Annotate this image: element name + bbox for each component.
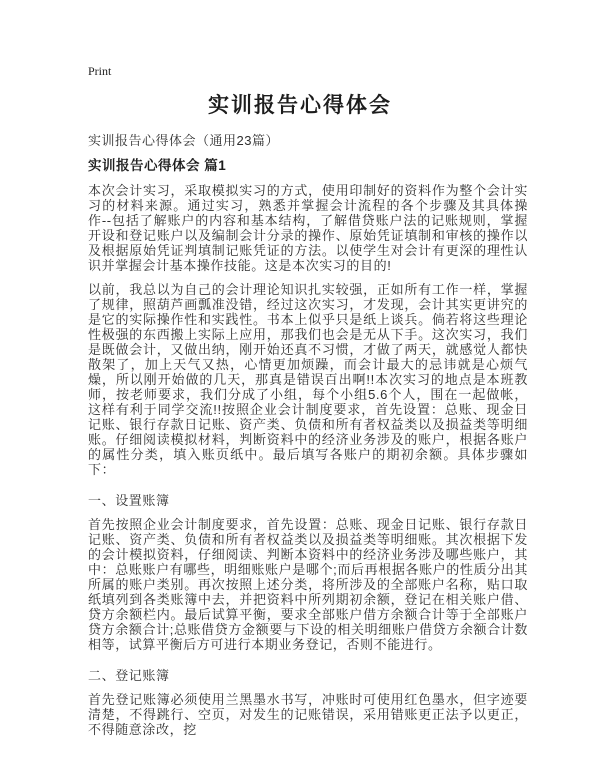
document-subtitle: 实训报告心得体会（通用23篇） (88, 133, 279, 148)
paragraph-intro: 本次会计实习，采取模拟实习的方式，使用印制好的资料作为整个会计实习的材料来源。通过实习，熟悉并掌握会计流程的各个步骤及其具体操作--包括了解账户的内容和基本结构，了解借贷账户法的记账规则，掌握开设和登记账户以及编制会计分录的操作、原始凭证填制和审核的操作以及根据原始凭证判填制记账凭证的方法。以使学生对会计有更深的理性认识并掌握会计基本操作技能。这是本次实习的目的! (88, 183, 528, 273)
section-heading-register-ledgers: 二、登记账簿 (88, 668, 170, 683)
paragraph-setup-ledgers: 首先按照企业会计制度要求，首先设置：总账、现金日记账、银行存款日记账、资产类、负债和所有者权益类以及损益类等明细账。其次根据下发的会计模拟资料，仔细阅读、判断本资料中的经济业务涉及哪些账户，其中：总账账户有哪些，明细账账户是哪个;而后再根据各账户的性质分出其所属的账户类别。再次按照上述分类，将所涉及的全部账户名称，贴口取纸填列到各类账簿中去，并把资料中所列期初余额，登记在相关账户借、贷方余额栏内。最后试算平衡，要求全部账户借方余额合计等于全部账户贷方余额合计;总账借贷方金额要与下设的相关明细账户借贷方余额合计数相等，试算平衡后方可进行本期业务登记，否则不能进行。 (88, 517, 528, 652)
paragraph-register-ledgers: 首先登记账簿必须使用兰黑墨水书写，冲账时可使用红色墨水，但字迹要清楚，不得跳行、空页，对发生的记账错误，采用错账更正法予以更正，不得随意涂改，挖 (88, 692, 528, 737)
article-heading-part1: 实训报告心得体会 篇1 (88, 158, 227, 173)
document-title: 实训报告心得体会 (208, 94, 392, 117)
paragraph-experience: 以前，我总以为自己的会计理论知识扎实较强，正如所有工作一样，掌握了规律，照葫芦画瓢准没错，经过这次实习，才发现，会计其实更讲究的是它的实际操作性和实践性。书本上似乎只是纸上谈兵。倘若将这些理论性极强的东西搬上实际上应用，那我们也会是无从下手。这次实习，我们是既做会计，又做出纳，刚开始还真不习惯，才做了两天，就感觉人都快散架了，加上天气又热，心情更加烦躁，而会计最大的忌讳就是心烦气燥，所以刚开始做的几天，那真是错误百出啊!!本次实习的地点是本班教师，按老师要求，我们分成了小组，每个小组5.6个人，围在一起做帐，这样有利于同学交流!!按照企业会计制度要求，首先设置：总账、现金日记账、银行存款日记账、资产类、负债和所有者权益类以及损益类等明细账。仔细阅读模拟材料，判断资料中的经济业务涉及的账户，根据各账户的属性分类，填入账页纸中。最后填写各账户的期初余额。具体步骤如下： (88, 282, 528, 477)
section-heading-setup-ledgers: 一、设置账簿 (88, 493, 170, 508)
print-link[interactable]: Print (88, 64, 112, 78)
